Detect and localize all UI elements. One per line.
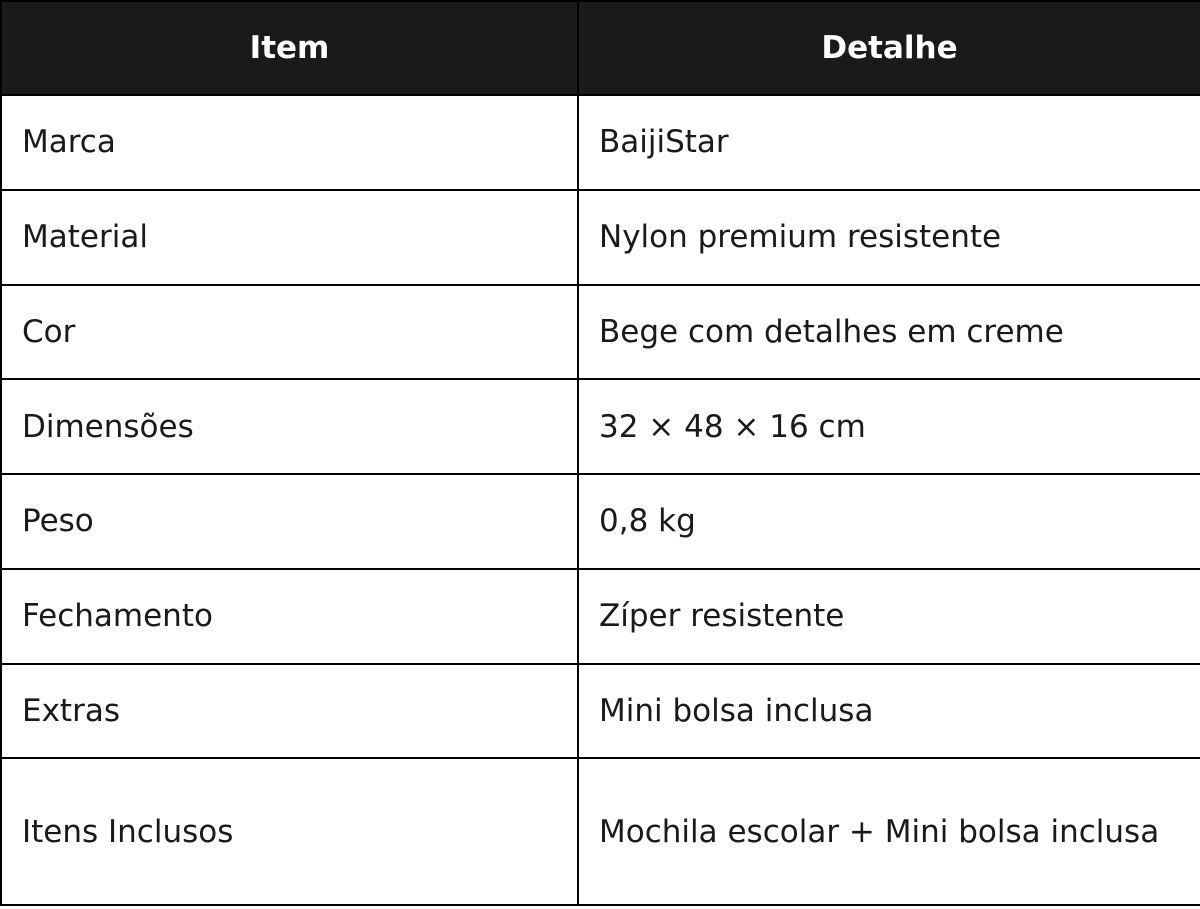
row-item-cell: Dimensões [1, 379, 578, 474]
row-detail-cell: 32 × 48 × 16 cm [578, 379, 1200, 474]
header-detail: Detalhe [578, 1, 1200, 95]
row-detail-cell: Mochila escolar + Mini bolsa inclusa [578, 758, 1200, 905]
row-detail-cell: Mini bolsa inclusa [578, 664, 1200, 759]
row-item-cell: Itens Inclusos [1, 758, 578, 905]
row-item-cell: Extras [1, 664, 578, 759]
row-detail-cell: BaijiStar [578, 95, 1200, 190]
table-row [1, 569, 1200, 664]
row-detail-cell: Zíper resistente [578, 569, 1200, 664]
table-row [1, 664, 1200, 759]
row-item-cell: Peso [1, 474, 578, 569]
table-header [1, 1, 1200, 95]
table-body [1, 95, 1200, 905]
row-item-cell: Marca [1, 95, 578, 190]
table-row [1, 285, 1200, 380]
row-item-cell: Cor [1, 285, 578, 380]
header-item: Item [1, 1, 578, 95]
header-row [1, 1, 1200, 95]
table-row [1, 474, 1200, 569]
row-detail-cell: Nylon premium resistente [578, 190, 1200, 285]
table-row [1, 95, 1200, 190]
row-detail-cell: Bege com detalhes em creme [578, 285, 1200, 380]
row-item-cell: Fechamento [1, 569, 578, 664]
table-row [1, 758, 1200, 905]
table-row [1, 379, 1200, 474]
table-row [1, 190, 1200, 285]
row-detail-cell: 0,8 kg [578, 474, 1200, 569]
row-item-cell: Material [1, 190, 578, 285]
